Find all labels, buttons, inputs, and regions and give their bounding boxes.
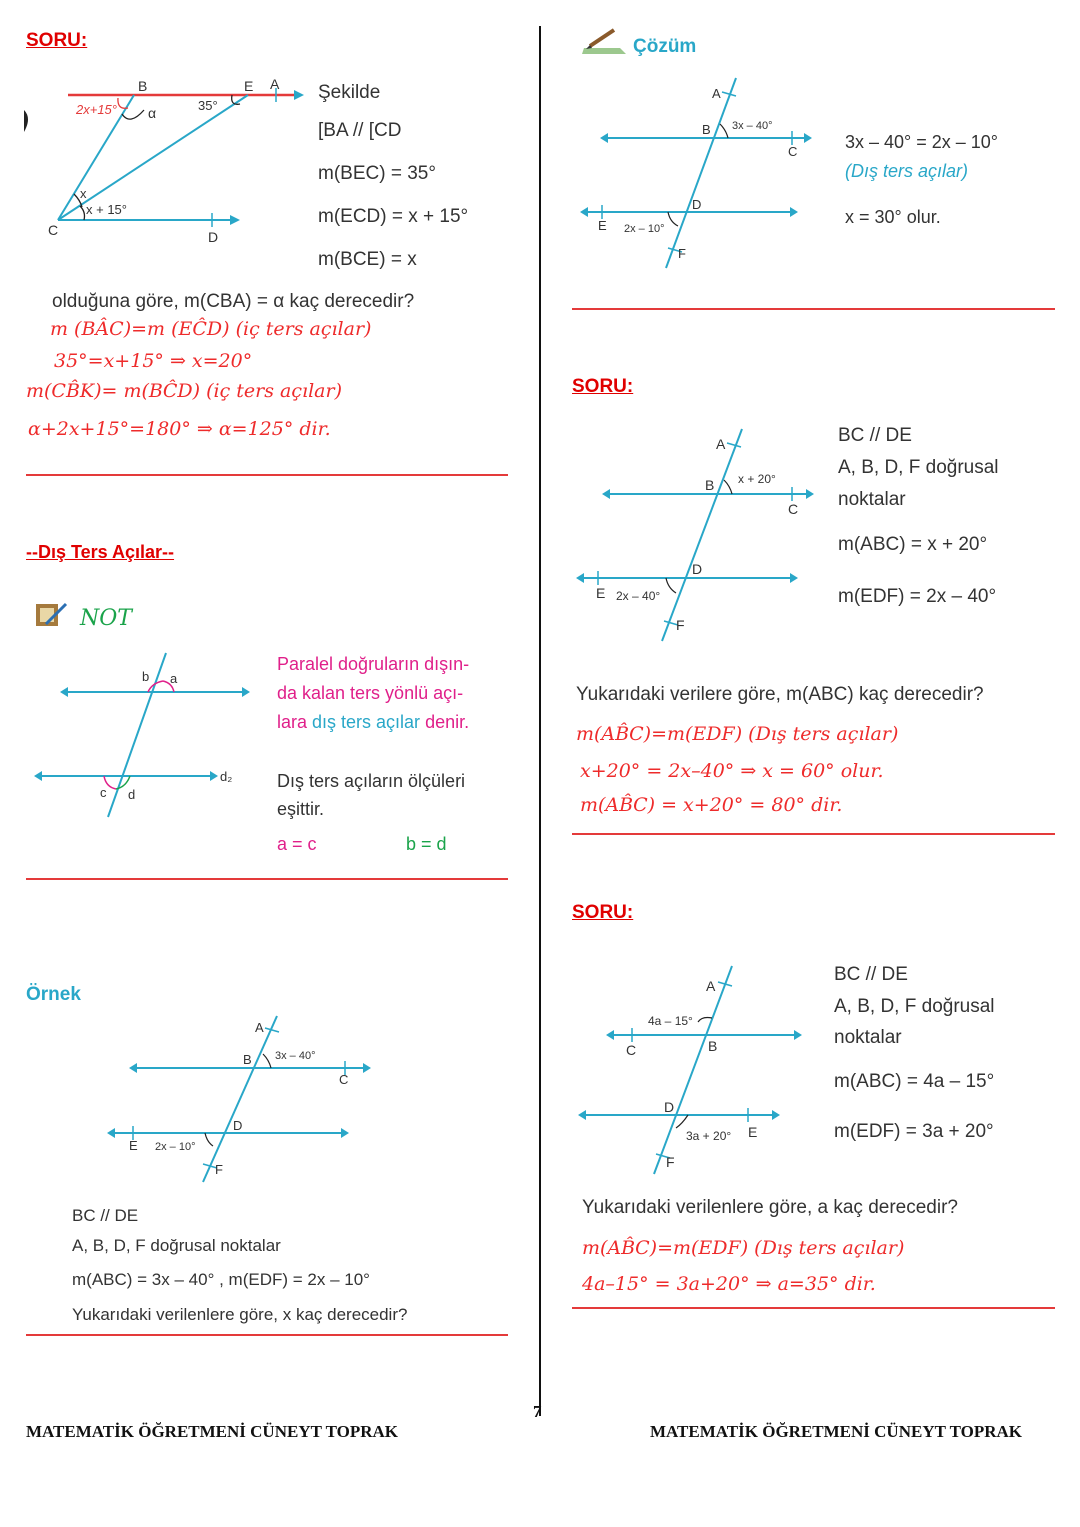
separator — [572, 1307, 1055, 1309]
label-d: D — [208, 229, 219, 245]
note-line-2-text: da kalan ters yönlü açı- — [277, 683, 464, 703]
q2-label-b: B — [705, 477, 715, 493]
separator — [572, 308, 1055, 310]
q2-label-f: F — [676, 617, 685, 633]
footer-left: MATEMATİK ÖĞRETMENİ CÜNEYT TOPRAK — [26, 1422, 398, 1441]
q1-solution-1: 35°=x+15° ⇒ x=20° — [54, 350, 253, 372]
q1-question: olduğuna göre, m(CBA) = α kaç derecedir? — [52, 291, 415, 312]
q2-label-a: A — [716, 436, 726, 452]
q3-arrow-cb-l — [606, 1030, 614, 1040]
ex-label-c: C — [339, 1072, 349, 1087]
footer-right: MATEMATİK ÖĞRETMENİ CÜNEYT TOPRAK — [650, 1422, 1022, 1441]
example-figure — [105, 1010, 385, 1190]
note-label-c: c — [100, 785, 107, 800]
sol-arrow-bc-r — [804, 133, 812, 143]
angle-x15-arc — [80, 206, 85, 220]
note-arrow-1r — [242, 687, 250, 697]
angle-35-label: 35° — [198, 98, 218, 113]
q2-given-3: m(ABC) = x + 20° — [838, 534, 988, 555]
note-label-d2: d₂ — [220, 769, 233, 784]
q2-arrow-de-r — [790, 573, 798, 583]
column-divider — [539, 26, 541, 1416]
question-2-figure — [572, 425, 822, 645]
sol-result: x = 30° olur. — [845, 207, 941, 227]
sol-angle-1-label: 3x – 40° — [732, 120, 773, 132]
ex-angle-1-label: 3x – 40° — [275, 1050, 316, 1062]
note-line-4-text: Dış ters açıların ölçüleri — [277, 771, 466, 791]
ex-angle-1 — [263, 1054, 271, 1068]
q1-solution-2: m(CB̂K)= m(BĈD) (iç ters açılar) — [26, 380, 342, 402]
note-icon — [34, 600, 70, 630]
q3-solution-0: m(AB̂C)=m(EDF) (Dış ters açılar) — [582, 1237, 905, 1259]
separator — [26, 1334, 508, 1336]
question-3-heading: SORU: — [572, 902, 634, 923]
q2-label-e: E — [596, 585, 606, 601]
note-line-3-text — [277, 712, 469, 733]
sol-transversal — [666, 78, 736, 268]
q3-label-c: C — [626, 1042, 637, 1058]
arrow-a — [294, 90, 304, 100]
separator — [26, 474, 508, 476]
sol-label-b: B — [702, 122, 711, 137]
sol-label-e: E — [598, 218, 607, 233]
angle-alpha-label: α — [148, 105, 157, 121]
note-line-3c: denir. — [420, 712, 470, 732]
note-line-5-text: eşittir. — [277, 799, 325, 819]
q1-solution-0: m (BÂC)=m (EĈD) (iç ters açılar) — [50, 318, 372, 340]
note-eq-2: b = d — [406, 834, 447, 854]
note-line-1-text: Paralel doğruların dışın- — [277, 654, 470, 674]
q2-arrow-bc-l — [602, 489, 610, 499]
label-a: A — [270, 76, 280, 92]
note-label: NOT — [80, 606, 132, 631]
q2-angle-2-label: 2x – 40° — [616, 589, 661, 603]
sol-angle-1 — [720, 124, 728, 138]
label-c: C — [48, 222, 59, 238]
q2-solution-0: m(AB̂C)=m(EDF) (Dış ters açılar) — [576, 723, 899, 745]
separator — [572, 833, 1055, 835]
q2-given-2: noktalar — [838, 489, 906, 510]
angle-x-label: x — [80, 186, 87, 201]
dis-ters-title: --Dış Ters Açılar-- — [26, 542, 175, 562]
ex-arrow-de-r — [341, 1128, 349, 1138]
q2-given-0: BC // DE — [838, 425, 912, 446]
arrow-d — [230, 215, 240, 225]
q3-given-0: BC // DE — [834, 964, 908, 985]
ex-label-e: E — [129, 1138, 138, 1153]
ex-text-2: m(ABC) = 3x – 40° , m(EDF) = 2x – 10° — [72, 1270, 370, 1289]
q3-question: Yukarıdaki verilenlere göre, a kaç derecedir? — [582, 1197, 958, 1218]
example-label: Örnek — [26, 984, 81, 1005]
q3-angle-1 — [698, 1018, 712, 1023]
sol-eq: 3x – 40° = 2x – 10° — [845, 132, 998, 152]
sol-note: (Dış ters açılar) — [845, 161, 969, 181]
angle-x15-label: x + 15° — [86, 202, 127, 217]
q3-given-2: noktalar — [834, 1027, 902, 1048]
q3-given-1: A, B, D, F doğrusal — [834, 996, 995, 1017]
note-label-d: d — [128, 787, 136, 802]
sol-label-f: F — [678, 246, 686, 261]
q2-transversal — [662, 429, 742, 641]
separator — [26, 878, 508, 880]
q2-label-c: C — [788, 501, 799, 517]
note-label-a: a — [170, 671, 178, 686]
q1-given-1: [BA // [CD — [318, 120, 402, 141]
q2-tick-a — [727, 443, 741, 447]
label-b: B — [138, 78, 148, 94]
note-arrow-2l — [34, 771, 42, 781]
q3-solution-1: 4a–15° = 3a+20° ⇒ a=35° dir. — [582, 1273, 876, 1295]
q3-arrow-de-l — [578, 1110, 586, 1120]
q3-given-4: m(EDF) = 3a + 20° — [834, 1121, 994, 1142]
sol-label-c: C — [788, 144, 798, 159]
ex-arrow-bc-r — [363, 1063, 371, 1073]
sol-arrow-de-l — [580, 207, 588, 217]
ex-text-3: Yukarıdaki verilenlere göre, x kaç derecedir? — [72, 1305, 408, 1324]
ex-arrow-de-l — [107, 1128, 115, 1138]
ex-text-1: A, B, D, F doğrusal noktalar — [72, 1236, 281, 1255]
q3-label-e: E — [748, 1124, 758, 1140]
note-figure — [30, 645, 270, 825]
sol-arrow-bc-l — [600, 133, 608, 143]
page-number: 7 — [533, 1402, 542, 1421]
pencil-icon — [580, 26, 628, 56]
q3-label-b: B — [708, 1038, 718, 1054]
angle-alpha-arc — [122, 110, 144, 119]
solution-label: Çözüm — [633, 36, 697, 57]
q3-angle-2-label: 3a + 20° — [686, 1129, 732, 1143]
question-1-figure — [22, 70, 312, 250]
q1-given-3: m(ECD) = x + 15° — [318, 206, 469, 227]
q2-given-4: m(EDF) = 2x – 40° — [838, 586, 997, 607]
q1-given-2: m(BEC) = 35° — [318, 163, 436, 184]
q2-angle-1 — [724, 480, 732, 494]
sol-label-a: A — [712, 86, 721, 101]
q2-solution-2: m(AB̂C) = x+20° = 80° dir. — [580, 794, 843, 816]
sol-angle-2-label: 2x – 10° — [624, 223, 665, 235]
note-label-b: b — [142, 669, 150, 684]
q3-angle-2 — [676, 1115, 688, 1128]
ex-text-0: BC // DE — [72, 1206, 139, 1225]
label-e: E — [244, 78, 254, 94]
ex-arrow-bc-l — [129, 1063, 137, 1073]
ex-label-b: B — [243, 1052, 252, 1067]
angle-b-label: 2x+15° — [76, 102, 117, 117]
note-line-3a: lara — [277, 712, 313, 732]
ex-label-a: A — [255, 1020, 264, 1035]
q2-solution-1: x+20° = 2x–40° ⇒ x = 60° olur. — [580, 760, 884, 782]
sol-label-d: D — [692, 197, 702, 212]
margin-mark — [24, 110, 28, 132]
q3-arrow-de-r — [772, 1110, 780, 1120]
q3-label-a: A — [706, 978, 716, 994]
ex-label-f: F — [215, 1162, 223, 1177]
q2-angle-2 — [666, 578, 676, 593]
q1-solution-3: α+2x+15°=180° ⇒ α=125° dir. — [28, 418, 331, 440]
note-transversal — [108, 653, 166, 817]
q2-label-d: D — [692, 561, 703, 577]
question-3-figure — [572, 962, 822, 1182]
q3-label-f: F — [666, 1154, 675, 1170]
ex-angle-2-label: 2x – 10° — [155, 1141, 196, 1153]
q1-given-0: Şekilde — [318, 82, 381, 103]
q2-question: Yukarıdaki verilere göre, m(ABC) kaç derecedir? — [576, 684, 984, 705]
q1-given-4: m(BCE) = x — [318, 249, 417, 270]
question-2-heading: SORU: — [572, 376, 634, 397]
note-eq-1: a = c — [277, 834, 317, 854]
solution-figure — [578, 72, 818, 272]
sol-arrow-de-r — [790, 207, 798, 217]
q3-label-d: D — [664, 1099, 675, 1115]
ex-angle-2 — [205, 1133, 213, 1146]
ex-transversal — [203, 1016, 277, 1182]
q3-arrow-cb-r — [794, 1030, 802, 1040]
q2-arrow-de-l — [576, 573, 584, 583]
q2-angle-1-label: x + 20° — [738, 472, 776, 486]
note-line-3b: dış ters açılar — [312, 712, 421, 732]
sol-angle-2 — [668, 212, 678, 226]
q2-given-1: A, B, D, F doğrusal — [838, 457, 999, 478]
q2-arrow-bc-r — [806, 489, 814, 499]
note-arrow-1l — [60, 687, 68, 697]
ex-label-d: D — [233, 1118, 243, 1133]
q3-angle-1-label: 4a – 15° — [648, 1014, 693, 1028]
q3-given-3: m(ABC) = 4a – 15° — [834, 1071, 995, 1092]
question-1-heading: SORU: — [26, 30, 88, 51]
note-arrow-2r — [210, 771, 218, 781]
